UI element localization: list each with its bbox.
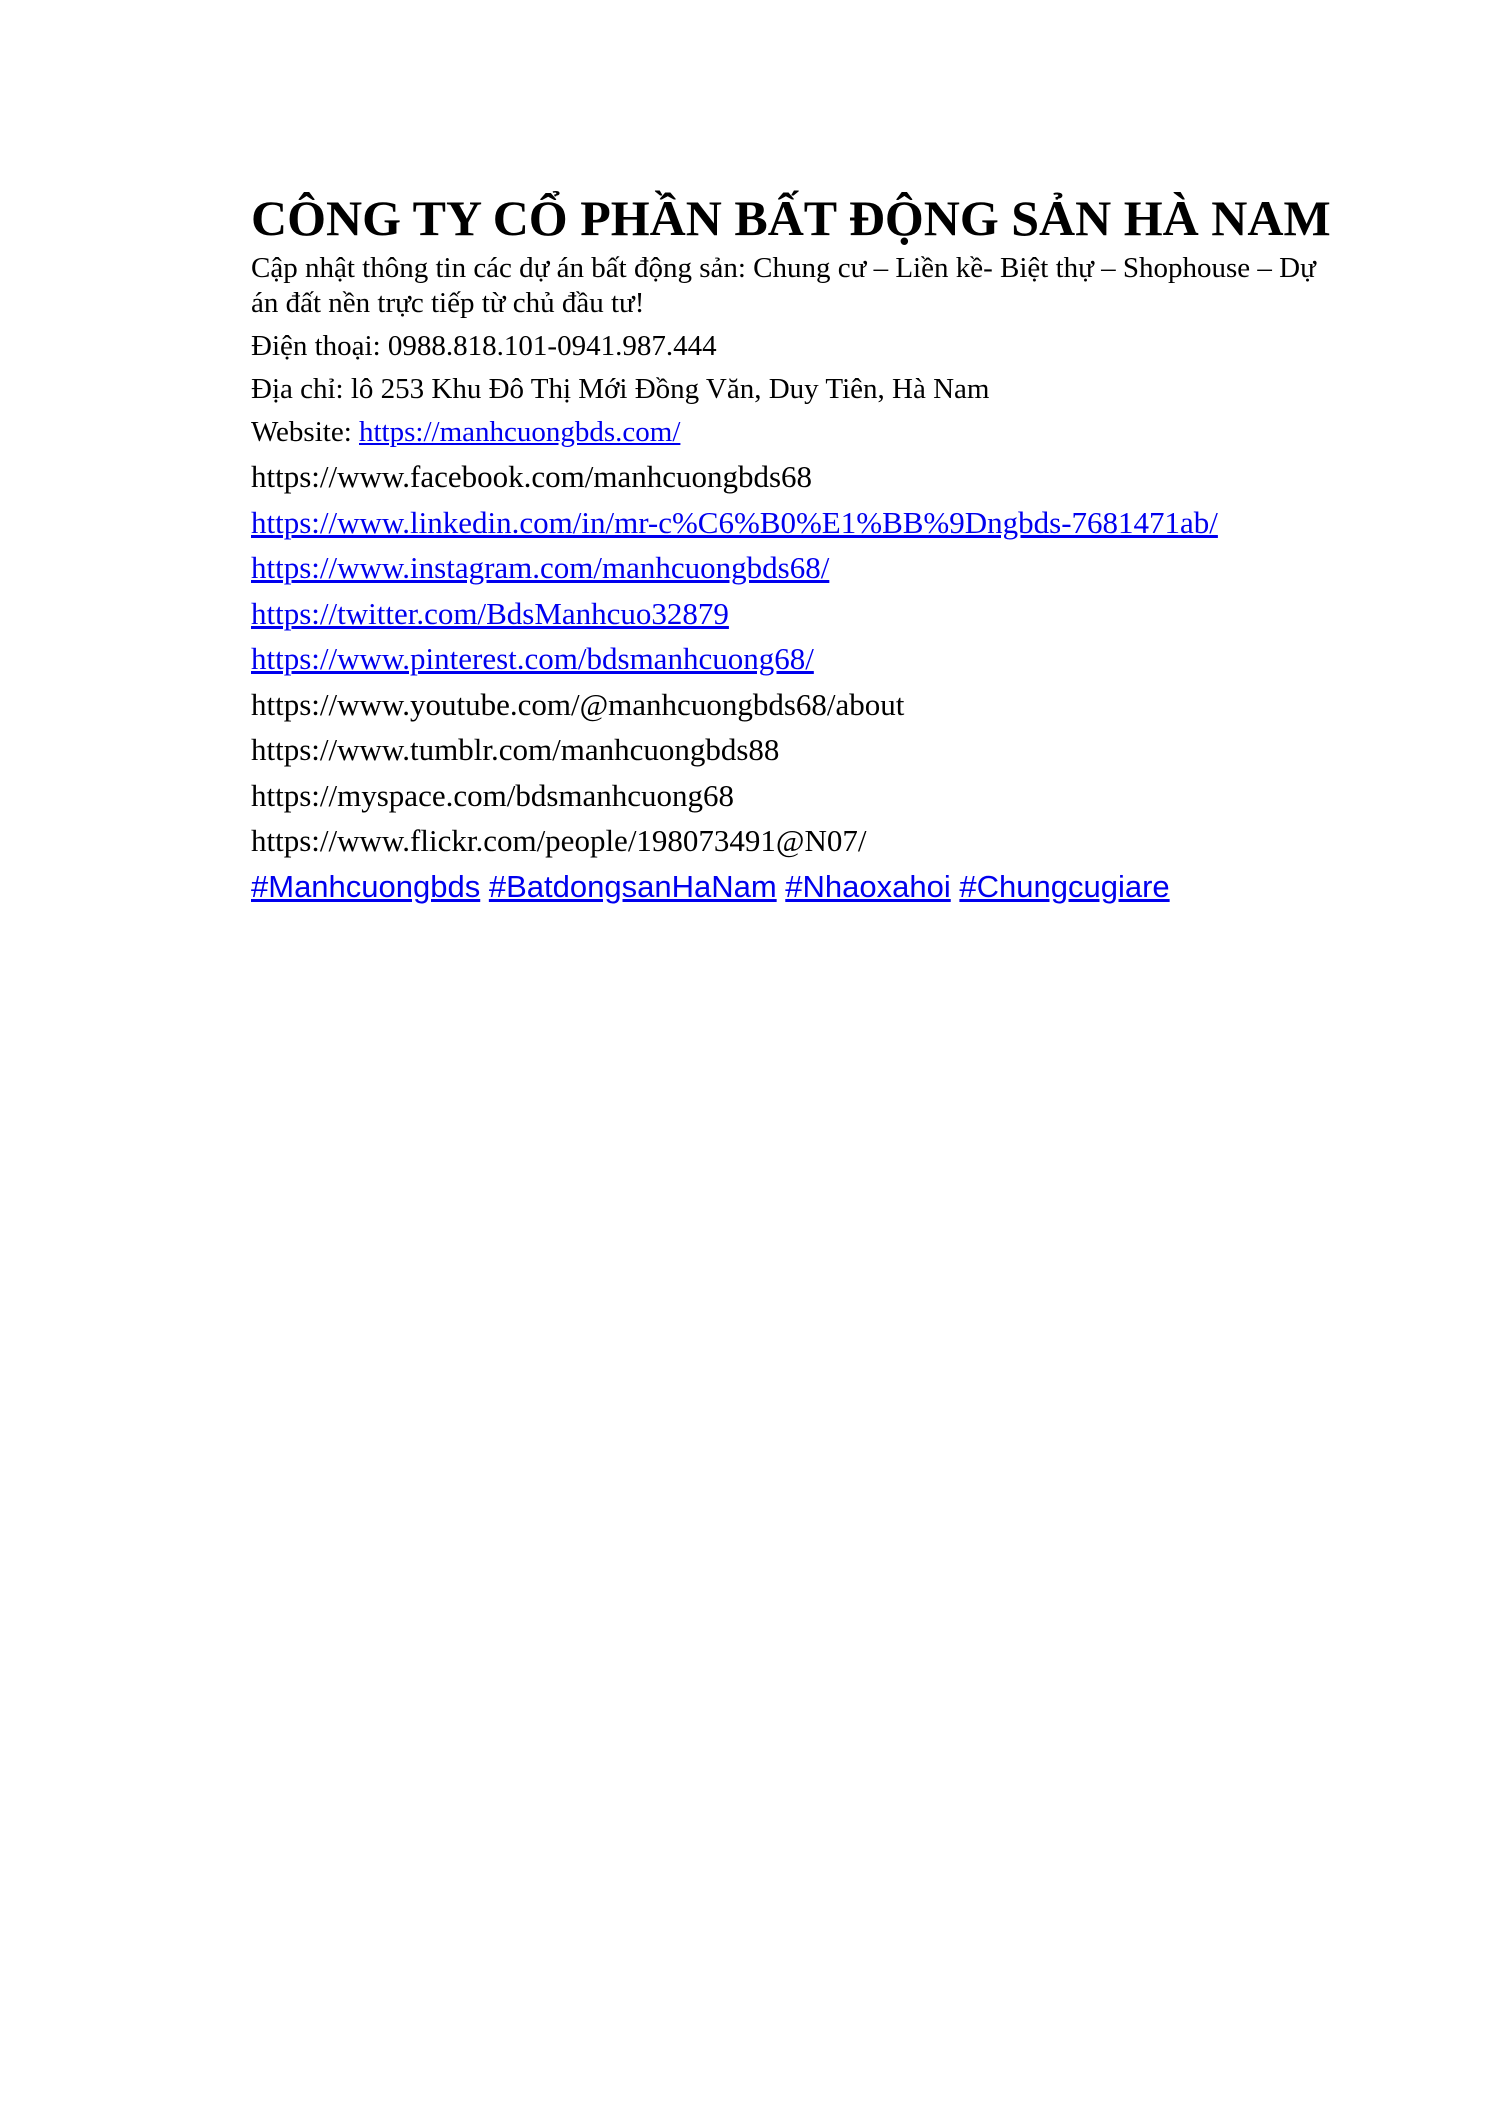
linkedin-link[interactable]: https://www.linkedin.com/in/mr-c%C6%B0%E1%BB%9Dngbds-7681471ab/	[251, 504, 1218, 540]
website-line	[251, 411, 1371, 454]
hashtag-line	[251, 864, 1371, 909]
instagram-link[interactable]: https://www.instagram.com/manhcuongbds68/	[251, 550, 830, 585]
pinterest-link[interactable]: https://www.pinterest.com/bdsmanhcuong68/	[251, 641, 814, 676]
tumblr-url: https://www.tumblr.com/manhcuongbds88	[251, 732, 780, 767]
website-label: Website:	[251, 416, 359, 448]
document-content	[251, 188, 1371, 909]
instagram-link-line	[251, 545, 1371, 591]
linkedin-link-line	[251, 500, 1371, 546]
facebook-url: https://www.facebook.com/manhcuongbds68	[251, 459, 813, 494]
flickr-url: https://www.flickr.com/people/198073491@N07/	[251, 823, 867, 858]
phone-line: Điện thoại: 0988.818.101-0941.987.444	[251, 330, 717, 362]
myspace-url: https://myspace.com/bdsmanhcuong68	[251, 777, 735, 813]
twitter-link[interactable]: https://twitter.com/BdsManhcuo32879	[251, 595, 729, 631]
youtube-url: https://www.youtube.com/@manhcuongbds68/about	[251, 686, 905, 722]
address-line: Địa chỉ: lô 253 Khu Đô Thị Mới Đồng Văn, Duy Tiên, Hà Nam	[251, 373, 990, 405]
hashtag-link[interactable]: #Manhcuongbds	[251, 868, 481, 904]
pinterest-link-line	[251, 636, 1371, 682]
hashtag-link[interactable]: #BatdongsanHaNam	[488, 868, 777, 904]
hashtag-link[interactable]: #Nhaoxahoi	[785, 868, 951, 904]
intro-paragraph: Cập nhật thông tin các dự án bất động sản: Chung cư – Liền kề- Biệt thự – Shophouse – Dự án đất nền trực tiếp từ chủ đầu tư!	[251, 252, 1316, 319]
website-link[interactable]: https://manhcuongbds.com/	[359, 416, 681, 448]
twitter-link-line	[251, 591, 1371, 637]
company-title: CÔNG TY CỔ PHẦN BẤT ĐỘNG SẢN HÀ NAM	[251, 190, 1331, 246]
hashtag-link[interactable]: #Chungcugiare	[959, 868, 1170, 904]
